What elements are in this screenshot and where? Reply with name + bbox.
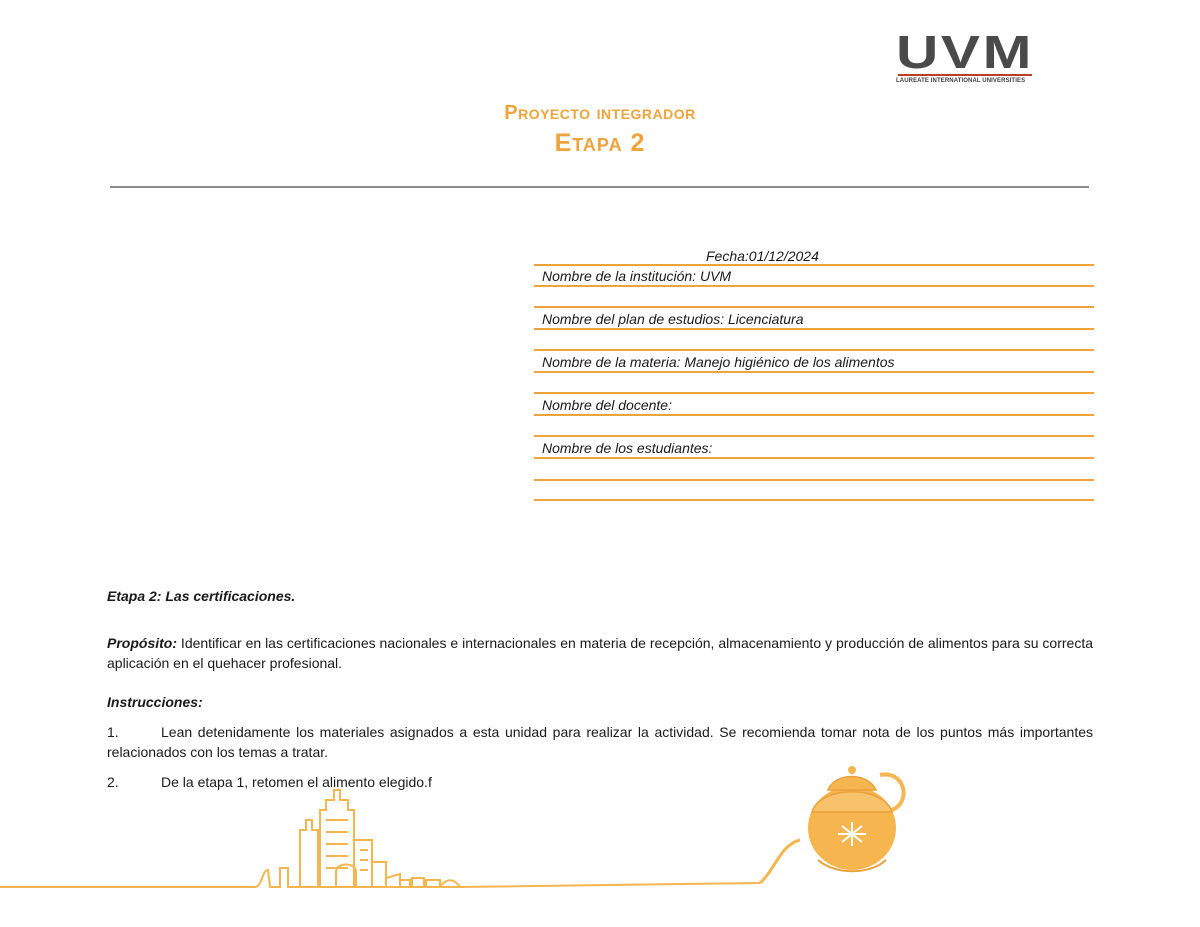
fecha-field: Fecha:01/12/2024: [706, 248, 819, 264]
form-line: [534, 328, 1094, 330]
title-block: [0, 98, 1200, 158]
step-text: De la etapa 1, retomen el alimento elegido.f: [161, 774, 432, 790]
form-line: [534, 392, 1094, 394]
uvm-logo: [896, 30, 1036, 92]
step-number: 2.: [107, 774, 119, 790]
svg-text:UVM: UVM: [896, 30, 1034, 74]
estudiantes-field: Nombre de los estudiantes:: [542, 440, 713, 456]
logo-subtitle: LAUREATE INTERNATIONAL UNIVERSITIES: [896, 78, 1026, 84]
uvm-logo-mark: [896, 30, 1036, 74]
step-text: Lean detenidamente los materiales asignados a esta unidad para realizar la actividad. Se recomienda tomar nota de los puntos más importantes relacionados con los temas a tratar.: [107, 724, 1093, 760]
form-line: [534, 264, 1094, 266]
form-line: [534, 371, 1094, 373]
proposito-paragraph: [107, 633, 1093, 673]
etapa-heading: Etapa 2: Las certificaciones.: [107, 588, 296, 604]
docente-field: Nombre del docente:: [542, 397, 672, 413]
page-subtitle: Etapa 2: [554, 129, 646, 157]
institucion-field: Nombre de la institución: UVM: [542, 268, 732, 284]
materia-field: Nombre de la materia: Manejo higiénico de los alimentos: [542, 354, 895, 370]
form-line: [534, 435, 1094, 437]
proposito-label: Propósito:: [107, 635, 177, 651]
teapot-icon: [760, 766, 904, 883]
form-line: [534, 414, 1094, 416]
logo-underline: [898, 74, 1032, 76]
form-line: [534, 306, 1094, 308]
footer-decoration: [0, 750, 1200, 927]
form-line: [534, 349, 1094, 351]
form-line: [534, 285, 1094, 287]
plan-field: Nombre del plan de estudios: Licenciatura: [542, 311, 804, 327]
proposito-text: Identificar en las certificaciones nacionales e internacionales en materia de recepción, almacenamiento y producción de alimentos para su correcta aplicación en el quehacer profesional.: [107, 635, 1093, 671]
form-line: [534, 499, 1094, 501]
page-title: Proyecto integrador: [504, 102, 696, 124]
step-number: 1.: [107, 724, 119, 740]
horizon-line: [0, 868, 760, 887]
form-line: [534, 479, 1094, 481]
instrucciones-heading: Instrucciones:: [107, 694, 203, 710]
city-skyline-icon: [300, 790, 460, 887]
title-divider: [110, 186, 1089, 188]
form-line: [534, 457, 1094, 459]
